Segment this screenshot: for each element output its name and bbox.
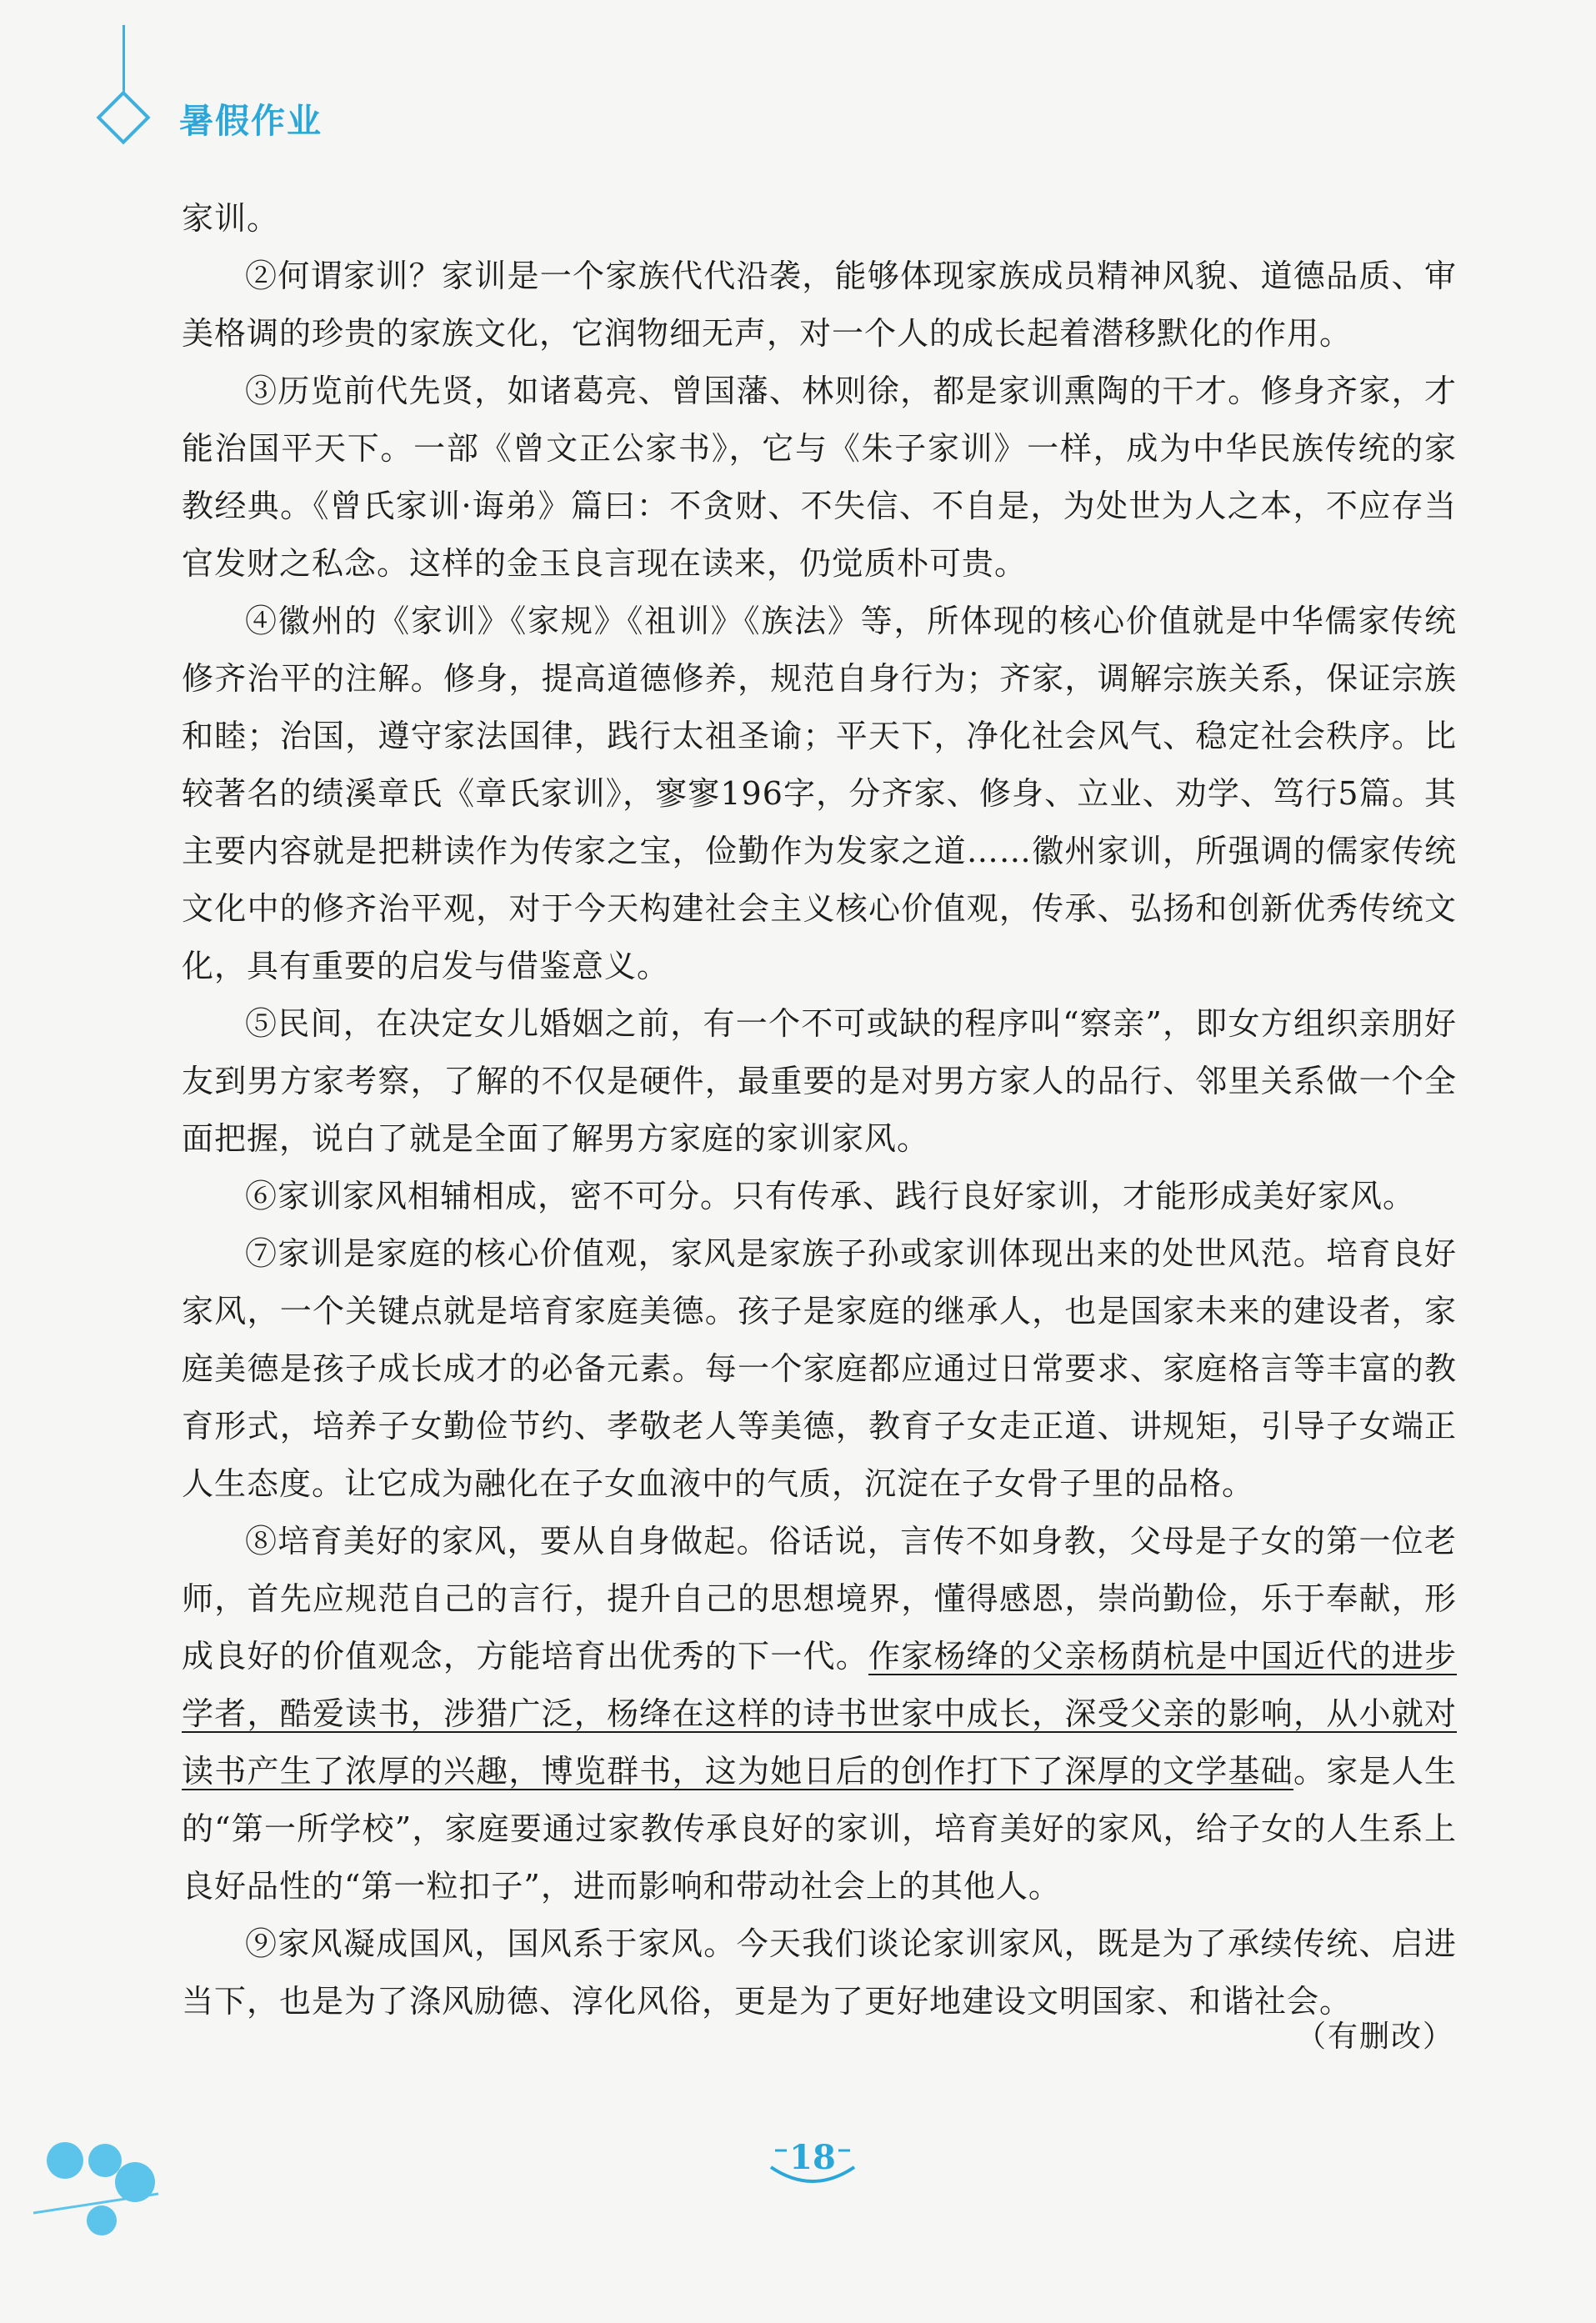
paragraph-9: ⑨家风凝成国风，国风系于家风。今天我们谈论家训家风，既是为了承续传统、启进当下，也是为了涤风励德、淳化风俗，更是为了更好地建设文明国家、和谐社会。: [182, 1925, 1457, 2020]
paragraph-8: [182, 1513, 1457, 1915]
paragraph-8-ending: 。家是人生的“第一所学校”，家庭要通过家教传承良好的家训，培育美好的家风，给子女的人生系上良好品性的“第一粒扣子”，进而影响和带动社会上的其他人。: [182, 1753, 1457, 1905]
source-note: （有删改）: [1295, 2020, 1454, 2054]
decorative-dots-icon: [33, 2134, 167, 2259]
article-body: [182, 190, 1457, 2030]
paragraph-7: ⑦家训是家庭的核心价值观，家风是家族子孙或家训体现出来的处世风范。培育良好家风，一个关键点就是培育家庭美德。孩子是家庭的继承人，也是国家未来的建设者，家庭美德是孩子成长成才的必备元素。每一个家庭都应通过日常要求、家庭格言等丰富的教育形式，培养子女勤俭节约、孝敬老人等美德，教育子女走正道、讲规矩，引导子女端正人生态度。让它成为融化在子女血液中的气质，沉淀在子女骨子里的品格。: [182, 1235, 1457, 1502]
page-header-title: 暑假作业: [179, 101, 323, 141]
paragraph-4: ④徽州的《家训》《家规》《祖训》《族法》等，所体现的核心价值就是中华儒家传统修齐治平的注解。修身，提高道德修养，规范自身行为；齐家，调解宗族关系，保证宗族和睦；治国，遵守家法国律，践行太祖圣谕；平天下，净化社会风气、稳定社会秩序。比较著名的绩溪章氏《章氏家训》，寥寥196字，分齐家、修身、立业、劝学、笃行5篇。其主要内容就是把耕读作为传家之宝，俭勤作为发家之道……徽州家训，所强调的儒家传统文化中的修齐治平观，对于今天构建社会主义核心价值观，传承、弘扬和创新优秀传统文化，具有重要的启发与借鉴意义。: [182, 603, 1457, 984]
page-number: 18: [789, 2138, 836, 2177]
paragraph-lead: 家训。: [182, 200, 280, 237]
paragraph-5: ⑤民间，在决定女儿婚姻之前，有一个不可或缺的程序叫“察亲”，即女方组织亲朋好友到男方家考察，了解的不仅是硬件，最重要的是对男方家人的品行、邻里关系做一个全面把握，说白了就是全面了解男方家庭的家训家风。: [182, 1005, 1457, 1157]
paragraph-2: ②何谓家训？家训是一个家族代代沿袭，能够体现家族成员精神风貌、道德品质、审美格调的珍贵的家族文化，它润物细无声，对一个人的成长起着潜移默化的作用。: [182, 258, 1457, 352]
paragraph-3: ③历览前代先贤，如诸葛亮、曾国藩、林则徐，都是家训熏陶的干才。修身齐家，才能治国平天下。一部《曾文正公家书》，它与《朱子家训》一样，成为中华民族传统的家教经典。《曾氏家训·诲弟》篇曰：不贪财、不失信、不自是，为处世为人之本，不应存当官发财之私念。这样的金玉良言现在读来，仍觉质朴可贵。: [182, 373, 1457, 582]
paragraph-6: ⑥家训家风相辅相成，密不可分。只有传承、践行良好家训，才能形成美好家风。: [245, 1178, 1416, 1214]
paragraph-8-intro: ⑧培育美好的家风，要从自身做起。俗话说，言传不如身教，父母是子女的第一位老师，首先应规范自己的言行，提升自己的思想境界，懂得感恩，崇尚勤俭，乐于奉献，形成良好的价值观念，方能培育出优秀的下一代。: [182, 1523, 1457, 1675]
paragraph-8-underlined-sentence: 作家杨绛的父亲杨荫杭是中国近代的进步学者，酷爱读书，涉猎广泛，杨绛在这样的诗书世家中成长，深受父亲的影响，从小就对读书产生了浓厚的兴趣，博览群书，这为她日后的创作打下了深厚的文学基础: [182, 1638, 1457, 1790]
diamond-icon: [96, 90, 150, 144]
